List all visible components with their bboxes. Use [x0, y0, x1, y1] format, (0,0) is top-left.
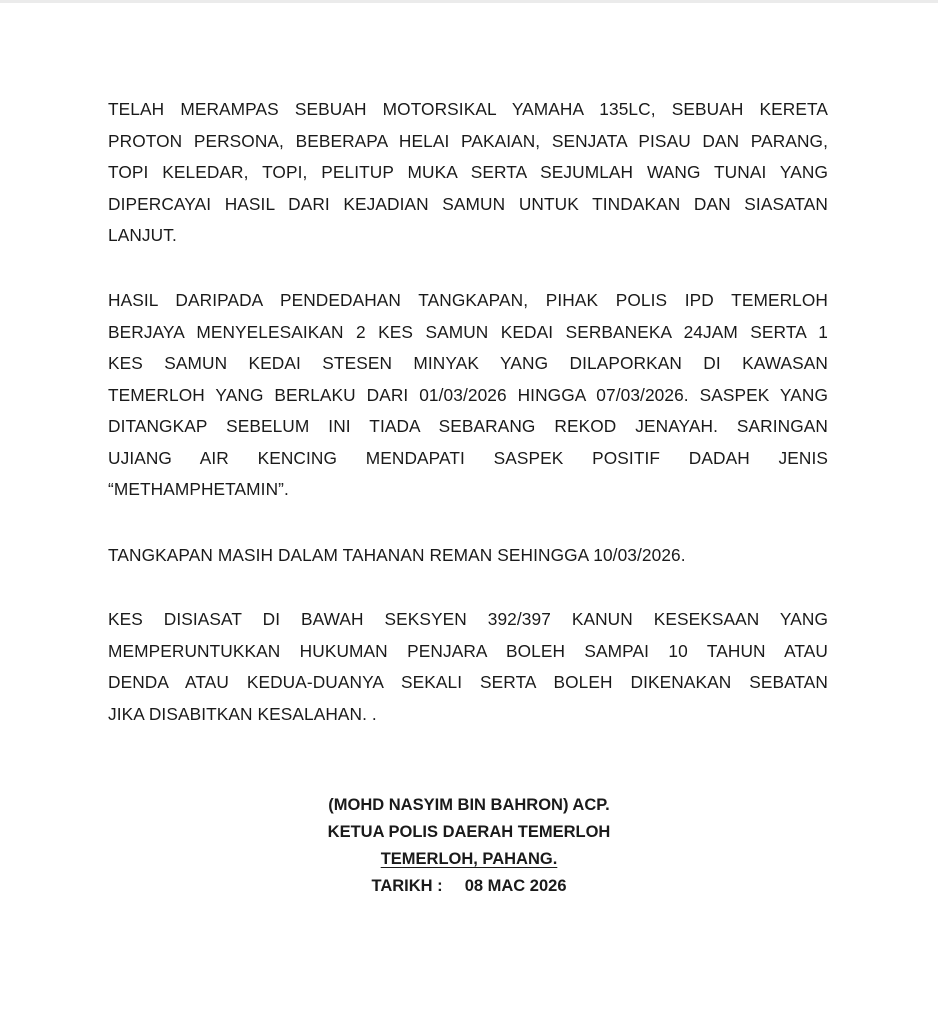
text-line: DITANGKAP SEBELUM INI TIADA SEBARANG REKOD JENAYAH. SARINGAN — [108, 416, 828, 436]
paragraph-seized-items — [108, 94, 828, 252]
paragraph-remand — [108, 540, 828, 572]
text-line: TANGKAPAN MASIH DALAM TAHANAN REMAN SEHINGGA 10/03/2026. — [108, 545, 686, 565]
text-line: HASIL DARIPADA PENDEDAHAN TANGKAPAN, PIHAK POLIS IPD TEMERLOH — [108, 290, 828, 310]
text-line: TOPI KELEDAR, TOPI, PELITUP MUKA SERTA SEJUMLAH WANG TUNAI YANG — [108, 162, 828, 182]
text-line: BERJAYA MENYELESAIKAN 2 KES SAMUN KEDAI SERBANEKA 24JAM SERTA 1 — [108, 321, 828, 342]
signature-date — [0, 873, 938, 900]
text-line: “METHAMPHETAMIN”. — [108, 479, 289, 499]
date-value: 08 MAC 2026 — [464, 877, 567, 895]
signatory-name: (MOHD NASYIM BIN BAHRON) ACP. — [328, 796, 610, 814]
text-line: KES DISIASAT DI BAWAH SEKSYEN 392/397 KANUN KESEKSAAN YANG — [108, 609, 828, 629]
location-text: TEMERLOH, PAHANG. — [380, 850, 558, 868]
paragraph-case-results — [108, 285, 828, 506]
date-label: TARIKH : — [371, 877, 443, 895]
text-line: UJIANG AIR KENCING MENDAPATI SASPEK POSITIF DADAH JENIS — [108, 447, 828, 468]
text-line: DIPERCAYAI HASIL DARI KEJADIAN SAMUN UNTUK TINDAKAN DAN SIASATAN — [108, 193, 828, 214]
text-line: TEMERLOH YANG BERLAKU DARI 01/03/2026 HINGGA 07/03/2026. SASPEK YANG — [108, 384, 828, 405]
text-line: PROTON PERSONA, BEBERAPA HELAI PAKAIAN, SENJATA PISAU DAN PARANG, — [108, 130, 828, 151]
text-line: JIKA DISABITKAN KESALAHAN. . — [108, 703, 377, 724]
signatory-location — [0, 846, 938, 873]
text-line: DENDA ATAU KEDUA-DUANYA SEKALI SERTA BOLEH DIKENAKAN SEBATAN — [108, 672, 828, 692]
paragraph-legal-section — [108, 604, 828, 730]
text-line: LANJUT. — [108, 225, 177, 245]
text-line: KES SAMUN KEDAI STESEN MINYAK YANG DILAPORKAN DI KAWASAN — [108, 353, 828, 373]
text-line: MEMPERUNTUKKAN HUKUMAN PENJARA BOLEH SAMPAI 10 TAHUN ATAU — [108, 640, 828, 661]
text-line: TELAH MERAMPAS SEBUAH MOTORSIKAL YAMAHA 135LC, SEBUAH KERETA — [108, 99, 828, 119]
signatory-title: KETUA POLIS DAERAH TEMERLOH — [327, 823, 611, 841]
